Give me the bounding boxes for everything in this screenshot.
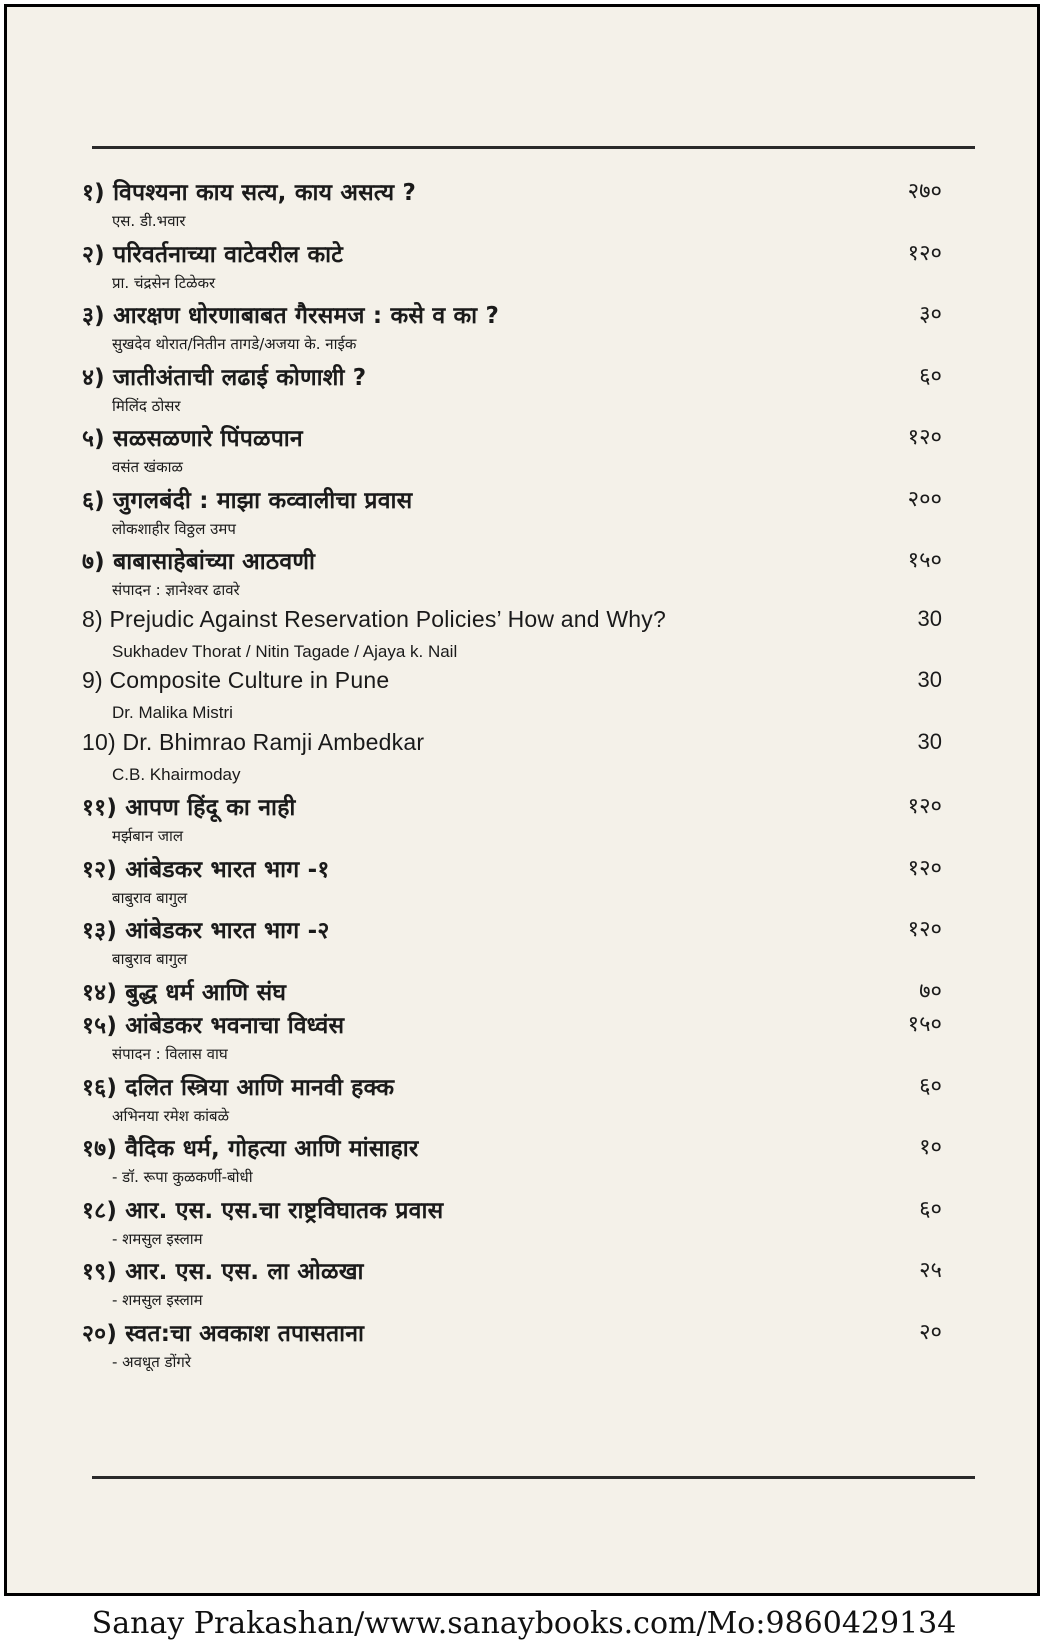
book-price: ६० [919,1196,942,1222]
book-author: वसंत खंकाळ [112,458,183,476]
book-title-text: सळसळणारे पिंपळपान [113,426,303,452]
book-author: - शमसुल इस्लाम [112,1291,203,1309]
item-number: ५) [82,426,105,452]
book-price: १२० [907,917,942,942]
book-title-text: आंबेडकर भारत भाग -२ [125,918,330,944]
book-price: १० [919,1135,942,1160]
book-price: २७० [907,179,942,204]
book-title [82,237,343,269]
book-list-page [7,7,1037,1593]
book-title-text: आर. एस. एस.चा राष्ट्रविघातक प्रवास [125,1197,444,1224]
item-number: २) [82,241,105,268]
book-title-text: आंबेडकर भवनाचा विध्वंस [125,1013,345,1039]
book-author: प्रा. चंद्रसेन टिळेकर [112,273,216,292]
book-price: ७० [919,978,942,1004]
book-title-text: परिवर्तनाच्या वाटेवरील काटे [113,241,344,268]
book-title [82,360,366,392]
book-title-text: जुगलबंदी : माझा कव्वालीचा प्रवास [113,487,413,514]
item-number: ६) [82,487,105,514]
book-price: १२० [907,794,942,819]
book-title [82,606,666,633]
book-title [82,975,286,1007]
item-number: ११) [82,795,118,821]
book-author: - डॉ. रूपा कुळकर्णी-बोधी [112,1168,253,1186]
book-author: सुखदेव थोरात/नितीन तागडे/अजया के. नाईक [112,335,357,353]
book-author: C.B. Khairmoday [112,764,241,784]
book-author: - शमसुल इस्लाम [112,1229,203,1248]
book-title [82,483,412,515]
book-price: २०० [907,486,942,512]
book-title-text: आर. एस. एस. ला ओळखा [125,1259,364,1285]
item-number: १४) [82,979,118,1006]
book-price: 30 [917,728,942,754]
book-price: ३० [919,302,942,327]
book-title [82,913,330,945]
book-price: 30 [917,667,942,692]
book-title [82,298,499,330]
item-number: ३) [82,303,105,329]
book-author: अभिनया रमेश कांबळे [112,1106,230,1125]
book-title-text: Prejudic Against Reservation Policies’ How and Why? [109,605,666,632]
book-title-text: विपश्यना काय सत्य, काय असत्य ? [113,180,417,206]
item-number: १३) [82,918,118,944]
book-author: मिलिंद ठोसर [112,396,181,415]
book-author: संपादन : ज्ञानेश्वर ढावरे [112,581,240,599]
book-author: मर्झबान जाल [112,827,184,845]
book-title-text: Dr. Bhimrao Ramji Ambedkar [122,728,425,755]
item-number: १७) [82,1136,118,1162]
book-title [82,1193,443,1225]
book-title [82,175,416,207]
book-title-text: बुद्ध धर्म आणि संघ [125,979,287,1006]
item-number: १५) [82,1013,118,1039]
item-number: ७) [82,549,105,575]
item-number: १) [82,180,105,206]
book-price: ६० [919,1073,942,1099]
book-price: १२० [907,855,942,881]
book-title-text: आंबेडकर भारत भाग -१ [125,856,330,883]
book-price: १२० [907,425,942,450]
book-title [82,1070,394,1102]
book-title [82,667,389,694]
book-title [82,1316,364,1348]
item-number: १९) [82,1259,118,1285]
book-author: एस. डी.भवार [112,212,186,230]
book-price: ६० [919,363,942,389]
item-number: १२) [82,856,118,883]
bottom-divider [92,1476,975,1479]
book-price: २५ [919,1258,942,1283]
book-price: १५० [907,548,942,573]
book-title-text: दलित स्त्रिया आणि मानवी हक्क [125,1074,395,1101]
book-title [82,729,424,756]
book-author: लोकशाहीर विठ्ठल उमप [112,519,236,538]
book-author: बाबुराव बागुल [112,888,188,907]
item-number: २०) [82,1320,118,1347]
book-title-text: स्वत:चा अवकाश तपासताना [125,1320,365,1347]
book-price: 30 [917,605,942,631]
item-number: १८) [82,1197,118,1224]
book-title [82,544,315,576]
book-author: Dr. Malika Mistri [112,703,233,722]
book-title-text: आपण हिंदू का नाही [125,795,296,821]
book-author: बाबुराव बागुल [112,950,188,968]
item-number: 10) [82,728,116,755]
book-title-text: Composite Culture in Pune [109,667,390,693]
item-number: ४) [82,364,105,391]
book-author: संपादन : विलास वाघ [112,1045,228,1063]
publisher-footer: Sanay Prakashan/www.sanaybooks.com/Mo:9860429134 [91,1606,957,1641]
book-title-text: बाबासाहेबांच्या आठवणी [113,549,316,575]
book-title [82,790,296,822]
book-title [82,1254,364,1286]
book-title [82,421,303,453]
book-price: २० [919,1319,942,1345]
book-title [82,852,330,884]
item-number: 9) [82,667,103,693]
book-author: Sukhadev Thorat / Nitin Tagade / Ajaya k. Nail [112,641,458,661]
book-title [82,1008,344,1040]
top-divider [92,146,975,149]
book-title [82,1131,419,1163]
book-price: १५० [907,1012,942,1037]
item-number: १६) [82,1074,118,1101]
item-number: 8) [82,605,103,632]
book-author: - अवधूत डोंगरे [112,1352,192,1371]
book-title-text: वैदिक धर्म, गोहत्या आणि मांसाहार [125,1136,419,1162]
book-title-text: जातीअंताची लढाई कोणाशी ? [113,364,367,391]
book-title-text: आरक्षण धोरणाबाबत गैरसमज : कसे व का ? [113,303,500,329]
book-price: १२० [907,240,942,266]
